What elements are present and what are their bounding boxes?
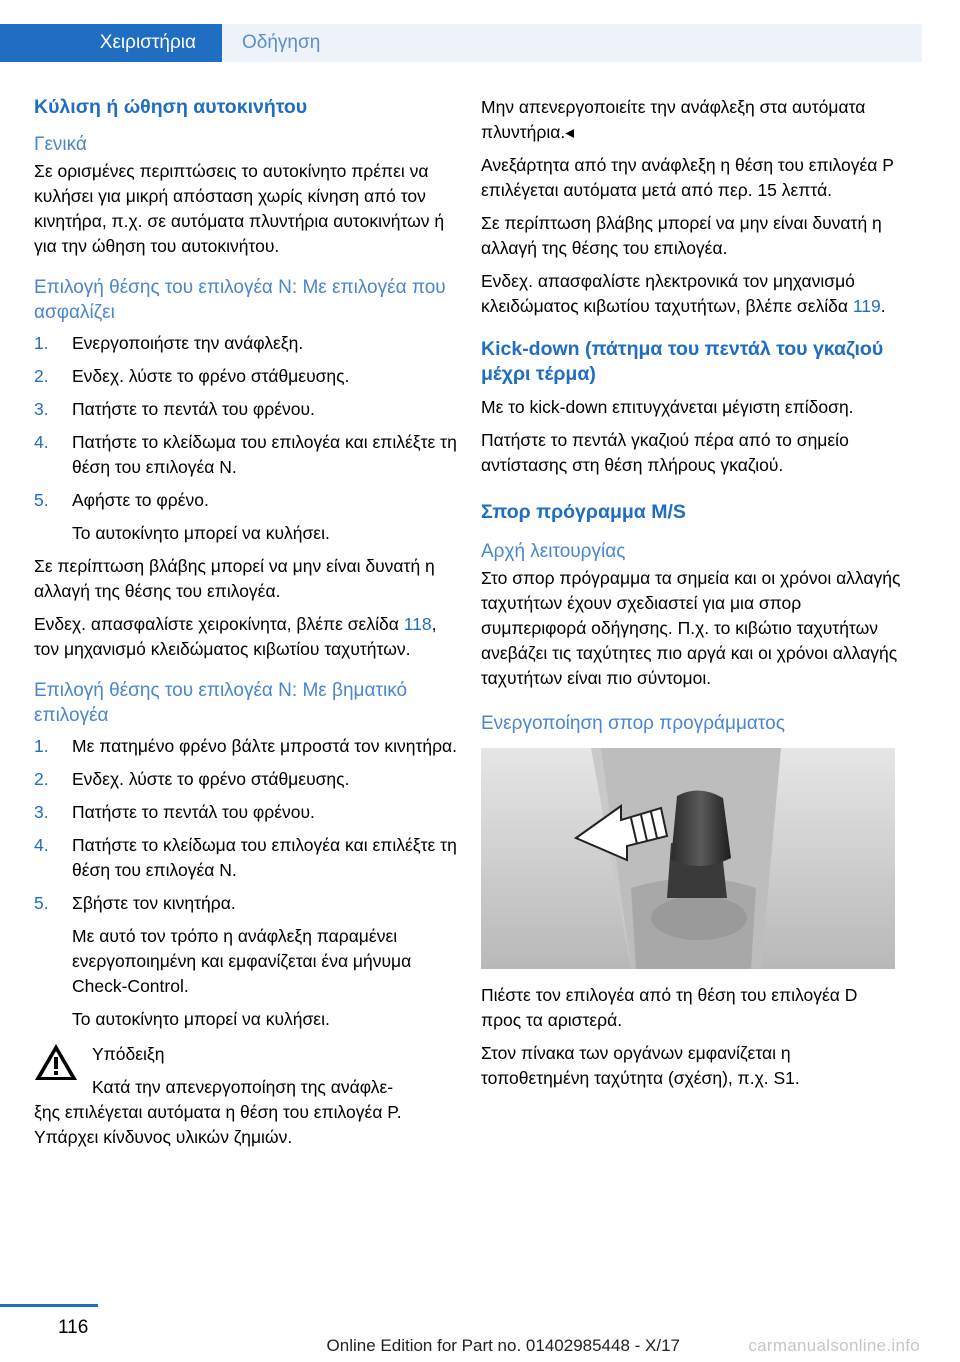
heading-kickdown: Kick-down (πάτημα του πεντάλ του γκαζιού μέχρι τέρμα) [481,338,884,385]
heading-activate-sport: Ενεργοποίηση σπορ προγράμματος [481,713,785,734]
footer-rule [0,1304,98,1307]
list-item: 2. Ενδεχ. λύστε το φρένο στάθμευσης. [34,366,350,386]
gear-selector-photo [481,748,895,969]
auto-park-text: Ανεξάρτητα από την ανάφλεξη η θέση του επιλογέα P επιλέγεται αυτόματα μετά από περ. 15 λεπτά. [481,155,894,200]
heading-general: Γενικά [34,134,87,155]
note-text-rest: ξης επιλέγεται αυτόματα η θέση του επιλογέα P. Υπάρχει κίνδυνος υλικών ζημιών. [34,1102,402,1147]
list-item: 3. Πατήστε το πεντάλ του φρένου. [34,399,315,419]
general-text: Σε ορισμένες περιπτώσεις το αυτοκίνητο πρέπει να κυλήσει για μικρή απόσταση χωρίς κίνηση από τον κινητήρα, π.χ. σε αυτόματα πλυντήρια αυτοκινήτων ή για την ώθηση του αυτοκινήτου. [34,161,445,256]
list-item: 1. Ενεργοποιήστε την ανάφλεξη. [34,333,304,353]
list-item: 5. Σβήστε τον κινητήρα. Με αυτό τον τρόπο η ανάφλεξη παραμένει ενεργοποιημένη και εμφανίζεται ένα μήνυμα Check-Control. Το αυτοκίνητο μπορεί να κυλήσει. [34,893,412,1029]
gear-selector-illustration [481,748,895,969]
electronic-release-text: Ενδεχ. απασφαλίστε ηλεκτρονικά τον μηχανισμό κλειδώματος κιβωτίου ταχυτήτων, βλέπε σελίδα 119. [481,271,886,316]
list-item: 4. Πατήστε το κλείδωμα του επιλογέα και επιλέξτε τη θέση του επιλογέα N. [34,432,457,477]
tab-controls[interactable]: Χειριστήρια [0,24,222,62]
kickdown-text-1: Με το kick-down επιτυγχάνεται μέγιστη επίδοση. [481,397,854,417]
edition-text: Online Edition for Part no. 01402985448 - X/17 [326,1336,680,1355]
page-number: 116 [58,1317,89,1338]
steps-stepped [34,734,462,1032]
right-column [481,95,901,1099]
list-item: 5. Αφήστε το φρένο. Το αυτοκίνητο μπορεί να κυλήσει. [34,490,330,543]
list-item: 3. Πατήστε το πεντάλ του φρένου. [34,802,315,822]
section-title-rolling: Κύλιση ή ώθηση αυτοκινήτου [34,96,308,118]
heading-selector-stepped: Επιλογή θέσης του επιλογέα N: Με βηματικό επιλογέα [34,680,408,726]
page-link-118[interactable]: 118 [403,614,432,634]
fault-text-right: Σε περίπτωση βλάβης μπορεί να μην είναι δυνατή η αλλαγή της θέσης του επιλογέα. [481,213,882,258]
note-text-first: Κατά την απενεργοποίηση της ανάφλε- [92,1077,394,1097]
fault-text: Σε περίπτωση βλάβης μπορεί να μην είναι δυνατή η αλλαγή της θέσης του επιλογέα. [34,556,435,601]
left-column [34,95,462,1150]
instrument-cluster-text: Στον πίνακα των οργάνων εμφανίζεται η τοποθετημένη ταχύτητα (σχέση), π.χ. S1. [481,1043,800,1088]
page-link-119[interactable]: 119 [852,296,881,316]
warning-note [34,1042,462,1150]
watermark: carmanualsonline.info [748,1336,920,1355]
carwash-text: Μην απενεργοποιείτε την ανάφλεξη στα αυτόματα πλυντήρια.◂ [481,97,866,142]
tab-driving[interactable]: Οδήγηση [222,24,922,62]
note-label: Υπόδειξη [92,1044,165,1064]
manual-release-text: Ενδεχ. απασφαλίστε χειροκίνητα, βλέπε σελίδα 118, τον μηχανισμό κλειδώματος κιβωτίου ταχυτήτων. [34,614,437,659]
heading-sport-program: Σπορ πρόγραμμα M/S [481,501,686,523]
heading-principle: Αρχή λειτουργίας [481,541,626,562]
steps-locking [34,331,462,546]
principle-text: Στο σπορ πρόγραμμα τα σημεία και οι χρόνοι αλλαγής ταχυτήτων έχουν σχεδιαστεί για μια σπορ συμπεριφορά οδήγησης. Π.χ. το κιβώτιο ταχυτήτων ανεβάζει τις ταχύτητες πιο αργά και οι χρόνοι αλλαγής ταχυτήτων είναι πιο σύντομοι. [481,568,901,688]
header-tabs [0,24,922,62]
heading-selector-locking: Επιλογή θέσης του επιλογέα N: Με επιλογέα που ασφαλίζει [34,277,446,323]
warning-triangle-icon [34,1042,78,1082]
list-item: 4. Πατήστε το κλείδωμα του επιλογέα και επιλέξτε τη θέση του επιλογέα N. [34,835,457,880]
kickdown-text-2: Πατήστε το πεντάλ γκαζιού πέρα από το σημείο αντίστασης στη θέση πλήρους γκαζιού. [481,430,849,475]
list-item: 2. Ενδεχ. λύστε το φρένο στάθμευσης. [34,769,350,789]
push-selector-text: Πιέστε τον επιλογέα από τη θέση του επιλογέα D προς τα αριστερά. [481,985,858,1030]
list-item: 1. Με πατημένο φρένο βάλτε μπροστά τον κινητήρα. [34,736,458,756]
